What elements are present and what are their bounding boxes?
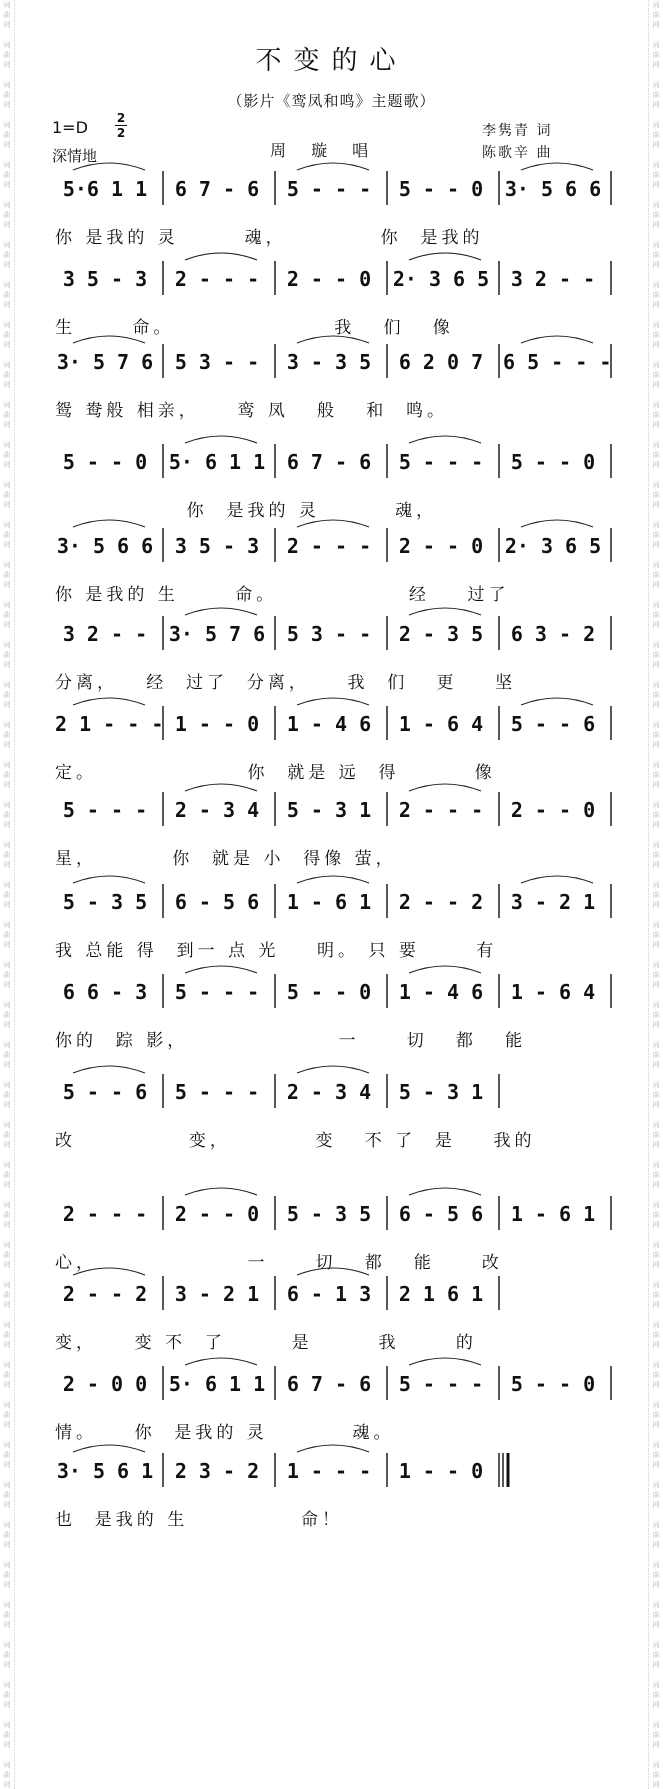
measure: 2 3 - 2 — [174, 1459, 260, 1483]
notation-line — [55, 165, 615, 221]
measure: 5· 6 1 1 — [168, 450, 266, 474]
measure: 5 - - 6 — [510, 712, 596, 736]
score-row — [0, 1360, 663, 1455]
song-title: 不变的心 — [255, 46, 408, 76]
singer-credit: 周 璇 唱 — [270, 141, 379, 160]
time-signature-top: 2 — [116, 111, 126, 125]
measure: 5 - - - — [174, 1080, 260, 1104]
measure: 3 5 - 3 — [62, 267, 148, 291]
measure: 2· 3 6 5 — [504, 534, 602, 558]
score-row — [0, 165, 663, 260]
score-row — [0, 438, 663, 533]
watermark-strip-right: 词 曲 网 词 曲 网 词 曲 网 词 曲 网 词 曲 网 词 曲 网 词 曲 网 词 曲 网 词 曲 网 词 曲 网 词 曲 网 词 曲 网 词 曲 网 词 曲 网 词 曲 网 词 曲 网 词 曲 网 词 曲 网 词 曲 网 词 曲 网 词 曲 网 词 曲 网 词 曲 网 词 曲 网 词 曲 网 词 曲 网 词 曲 网 词 曲 网 词 曲 网 词 曲 网 词 曲 网 词 曲 网 词 曲 网 词 曲 网 词 曲 网 词 曲 网 词 曲 网 词 曲 网 词 曲 网 词 曲 网 词 曲 网 词 曲 网 词 曲 网 词 曲 网 词 曲 网 — [648, 0, 663, 1789]
measure: 3 5 - 3 — [174, 534, 260, 558]
measure: 1 - 4 6 — [286, 712, 372, 736]
score-row — [0, 610, 663, 705]
measure: 2 - - 0 — [174, 1202, 260, 1226]
lyricist-credit: 李隽青 词 — [482, 123, 553, 139]
measure: 6 2 0 7 — [398, 350, 484, 374]
lyric-line: 心， 一 切 都 能 改 — [55, 1253, 503, 1273]
measure: 2 - 3 5 — [398, 622, 484, 646]
watermark-strip-left: 词 曲 网 词 曲 网 词 曲 网 词 曲 网 词 曲 网 词 曲 网 词 曲 网 词 曲 网 词 曲 网 词 曲 网 词 曲 网 词 曲 网 词 曲 网 词 曲 网 词 曲 网 词 曲 网 词 曲 网 词 曲 网 词 曲 网 词 曲 网 词 曲 网 词 曲 网 词 曲 网 词 曲 网 词 曲 网 词 曲 网 词 曲 网 词 曲 网 词 曲 网 词 曲 网 词 曲 网 词 曲 网 词 曲 网 词 曲 网 词 曲 网 词 曲 网 词 曲 网 词 曲 网 词 曲 网 词 曲 网 词 曲 网 词 曲 网 词 曲 网 词 曲 网 词 曲 网 — [0, 0, 15, 1789]
lyric-line: 你的 踪 影， 一 切 都 能 — [55, 1031, 527, 1051]
measure: 5 - 3 1 — [398, 1080, 484, 1104]
measure: 5 - 3 1 — [286, 798, 372, 822]
score-row — [0, 968, 663, 1063]
score-row — [0, 1447, 663, 1542]
song-subtitle: （影片《鸾凤和鸣》主题歌） — [227, 92, 436, 110]
measure: 6 6 - 3 — [62, 980, 148, 1004]
measure: 2 - - - — [398, 798, 484, 822]
measure: 2 - - 0 — [398, 534, 484, 558]
measure: 5 - - 0 — [398, 177, 484, 201]
measure: 3· 5 7 6 — [56, 350, 154, 374]
notation-line — [55, 878, 615, 934]
notation-line — [55, 1190, 615, 1246]
lyric-line: 你 是我的 生 命。 经 过了 — [55, 585, 510, 605]
measure: 3· 5 7 6 — [168, 622, 266, 646]
score-row — [0, 786, 663, 881]
measure: 5 - - 0 — [510, 1372, 596, 1396]
time-signature — [115, 112, 127, 139]
measure: 2 - 3 4 — [174, 798, 260, 822]
measure: 3 - 2 1 — [174, 1282, 260, 1306]
lyric-line: 改 变， 变 不 了 是 我的 — [55, 1131, 536, 1151]
notation-line — [55, 1270, 615, 1326]
score-row — [0, 338, 663, 433]
score-row — [0, 1068, 663, 1163]
lyric-line: 定。 你 就是 远 得 像 — [55, 763, 496, 783]
measure: 6 7 - 6 — [286, 1372, 372, 1396]
measure: 1 - 4 6 — [398, 980, 484, 1004]
measure: 3· 5 6 6 — [504, 177, 602, 201]
composer-credit: 陈歌辛 曲 — [482, 145, 553, 161]
measure: 1 - - 0 — [174, 712, 260, 736]
notation-line — [55, 338, 615, 394]
measure: 6 - 1 3 — [286, 1282, 372, 1306]
measure: 1 - 6 1 — [510, 1202, 596, 1226]
lyric-line: 情。 你 是我的 灵 魂。 — [55, 1423, 395, 1443]
measure: 3 - 2 1 — [510, 890, 596, 914]
measure: 5·6 1 1 — [62, 177, 148, 201]
measure: 2· 3 6 5 — [392, 267, 490, 291]
lyric-line: 你 是我的 灵 魂， 你 是我的 — [55, 228, 484, 248]
measure: 3· 5 6 1 — [56, 1459, 154, 1483]
measure: 5 - - - — [62, 798, 148, 822]
measure: 2 - 3 4 — [286, 1080, 372, 1104]
measure: 1 - - - — [286, 1459, 372, 1483]
measure: 3 2 - - — [510, 267, 596, 291]
measure: 2 - - 2 — [62, 1282, 148, 1306]
measure: 2 - - 2 — [398, 890, 484, 914]
measure: 2 - - - — [62, 1202, 148, 1226]
measure: 6 5 - - - — [503, 350, 612, 374]
measure: 1 - 6 4 — [398, 712, 484, 736]
lyric-line: 分离， 经 过了 分离， 我 们 更 坚 — [55, 673, 517, 693]
measure: 2 1 - - - — [55, 712, 164, 736]
notation-line — [55, 700, 615, 756]
score-row — [0, 255, 663, 350]
measure: 5 - - 0 — [510, 450, 596, 474]
score-row — [0, 878, 663, 973]
notation-line — [55, 610, 615, 666]
measure: 5 - 3 5 — [62, 890, 148, 914]
notation-line — [55, 1447, 615, 1503]
tempo-marking: 深情地 — [52, 147, 98, 165]
lyric-line: 变， 变 不 了 是 我 的 — [55, 1333, 477, 1353]
measure: 2 - - - — [174, 267, 260, 291]
measure: 5 - - - — [398, 450, 484, 474]
notation-line — [55, 522, 615, 578]
measure: 3 - 3 5 — [286, 350, 372, 374]
measure: 5 3 - - — [286, 622, 372, 646]
notation-line — [55, 438, 615, 494]
lyric-line: 我 总能 得 到一 点 光 明。 只 要 有 — [55, 941, 498, 961]
measure: 2 - 0 0 — [62, 1372, 148, 1396]
score-row — [0, 1270, 663, 1365]
measure: 2 - - 0 — [286, 267, 372, 291]
measure: 2 1 6 1 — [398, 1282, 484, 1306]
measure: 5 - - 0 — [286, 980, 372, 1004]
key-signature: 1=D — [52, 118, 88, 137]
measure: 5 - 3 5 — [286, 1202, 372, 1226]
measure: 5 - - 6 — [62, 1080, 148, 1104]
measure: 6 - 5 6 — [174, 890, 260, 914]
notation-line — [55, 1360, 615, 1416]
measure: 5 - - - — [174, 980, 260, 1004]
measure: 5· 6 1 1 — [168, 1372, 266, 1396]
notation-line — [55, 1068, 615, 1124]
measure: 5 - - - — [398, 1372, 484, 1396]
time-signature-bottom: 2 — [116, 126, 126, 140]
measure: 6 7 - 6 — [286, 450, 372, 474]
measure: 3· 5 6 6 — [56, 534, 154, 558]
score-row — [0, 522, 663, 617]
notation-line — [55, 255, 615, 311]
measure: 1 - - 0 — [398, 1459, 484, 1483]
measure: 2 - - - — [286, 534, 372, 558]
measure: 5 - - 0 — [62, 450, 148, 474]
lyric-line: 生 命。 我 们 像 — [55, 318, 454, 338]
measure: 5 3 - - — [174, 350, 260, 374]
notation-line — [55, 968, 615, 1024]
measure: 6 - 5 6 — [398, 1202, 484, 1226]
lyric-line: 鸳 鸯般 相亲， 鸾 凤 般 和 鸣。 — [55, 401, 449, 421]
measure: 1 - 6 4 — [510, 980, 596, 1004]
measure: 2 - - 0 — [510, 798, 596, 822]
lyric-line: 星， 你 就是 小 得像 萤， — [55, 849, 397, 869]
measure: 1 - 6 1 — [286, 890, 372, 914]
measure: 5 - - - — [286, 177, 372, 201]
score-row — [0, 700, 663, 795]
measure: 3 2 - - — [62, 622, 148, 646]
notation-line — [55, 786, 615, 842]
measure: 6 3 - 2 — [510, 622, 596, 646]
lyric-line: 也 是我的 生 命！ — [55, 1510, 344, 1530]
lyric-line: 你 是我的 灵 魂， — [55, 501, 438, 521]
measure: 6 7 - 6 — [174, 177, 260, 201]
